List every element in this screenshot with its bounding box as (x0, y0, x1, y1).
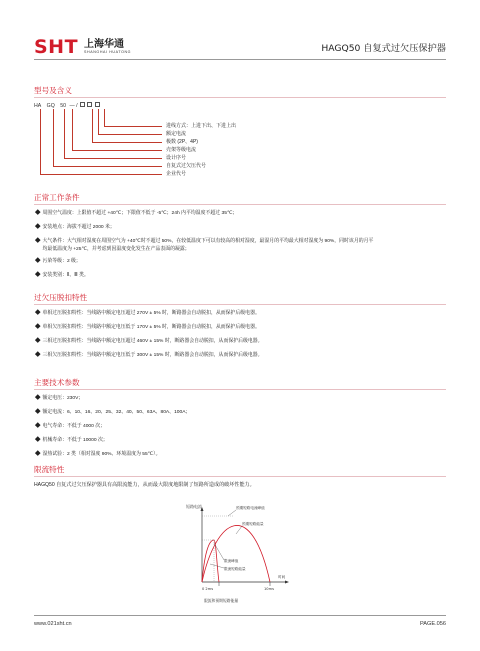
bullet-icon (35, 271, 40, 276)
code-desc: 设计序号 (166, 155, 187, 161)
code-desc: 企业代号 (166, 171, 187, 177)
leader-line (236, 526, 242, 534)
marker-line (53, 166, 162, 167)
marker-line (53, 109, 54, 166)
figure-svg (186, 498, 298, 606)
code-part2: GQ (46, 102, 55, 109)
marker-line (40, 174, 162, 175)
y-axis-label: 短路电流 (186, 504, 202, 509)
code-desc: 极数 (2P、4P) (166, 139, 198, 145)
limiting-paragraph: HAGQ50 自复式过欠压保护器具有高限流能力，从而最大限度地限制了短路所造成的破坏性能力。 (34, 482, 255, 488)
code-box (95, 102, 100, 107)
list-item: 单相欠压脱扣特性：当线路中额定电压低于 170V ± 5% 时，断路器会自动脱扣，从而保护后级电器。 (36, 324, 260, 332)
list-item: 机械寿命：不低于 10000 次； (36, 437, 108, 445)
list-item: 电气寿命：不低于 4000 次； (36, 423, 105, 431)
page-number: PAGE.056 (419, 621, 446, 627)
bullet-icon (35, 237, 40, 242)
logo-text (84, 39, 131, 55)
list-item: 安装类别：Ⅱ、Ⅲ 类。 (36, 272, 89, 280)
section-title-model: 型号及含义 (34, 86, 72, 95)
code-box (87, 102, 92, 107)
x-axis-unit: 时间 (278, 575, 286, 579)
header-divider (34, 59, 446, 60)
bullet-icon (35, 450, 40, 455)
legend-limited-peak: 限流峰值 (224, 559, 239, 563)
tick-label-10ms: 10ms (264, 587, 274, 591)
section-title-params: 主要技术参数 (34, 378, 80, 387)
limited-current-curve (202, 540, 219, 582)
marker-line (64, 158, 162, 159)
legend-limited-energy: 限流短路能量 (224, 567, 246, 571)
bullet-icon (35, 323, 40, 328)
code-desc: 自复式过欠压代号 (166, 163, 207, 169)
bullet-icon (35, 309, 40, 314)
bullet-icon (35, 422, 40, 427)
code-dash: — (69, 102, 75, 109)
leader-line (228, 510, 236, 516)
list-item: 周围空气温度：上限值不超过 +40℃；下限值不低于 -5℃；24h 内平均温度不超过 35℃； (36, 210, 237, 218)
current-limiting-figure (186, 498, 298, 606)
marker-line (72, 109, 73, 150)
bullet-icon (35, 408, 40, 413)
bullet-icon (35, 351, 40, 356)
section-title-conditions: 正常工作条件 (34, 193, 80, 202)
list-item: 三相欠压脱扣特性：当线路中额定电压低于 300V ± 15% 时，断路器会自动脱扣，从而保护后级电器。 (36, 352, 263, 360)
logo-mark: SHT (34, 35, 79, 58)
marker-line (98, 134, 162, 135)
code-box (80, 102, 85, 107)
list-item: 安装地点：海拔不超过 2000 米； (36, 224, 115, 232)
list-item: 污染等级：2 级； (36, 258, 81, 266)
legend-expected-energy: 预期短路能量 (242, 522, 264, 526)
code-desc: 额定电流 (166, 131, 187, 137)
company-logo (34, 36, 131, 58)
marker-line (92, 109, 93, 142)
section-divider (34, 204, 446, 205)
marker-line (40, 109, 41, 174)
bullet-icon (35, 257, 40, 262)
section-divider (34, 389, 446, 390)
leader-line (214, 543, 224, 560)
model-code (34, 102, 100, 109)
section-divider (34, 97, 446, 98)
bullet-icon (35, 436, 40, 441)
list-item: 大气条件：大气相对湿度在周围空气为 +40℃时不超过 50%，在较低温度下可以有较高的相对湿度，最湿月的平均最大相对湿度为 90%，同时该月的月平 (36, 238, 373, 246)
marker-line (98, 109, 99, 134)
section-title-limiting: 限流特性 (34, 465, 65, 474)
marker-line (104, 126, 162, 127)
code-desc: 壳架等级电流 (166, 147, 197, 153)
logo-cn: 上海华通 (84, 39, 125, 51)
section-divider (34, 304, 446, 305)
figure-caption: 限流和预期短路能量 (204, 598, 239, 603)
list-item: 湿热试验：2 类（相对湿度 90%、环境温度为 55℃）。 (36, 451, 161, 459)
footer-divider (34, 615, 446, 616)
section-divider (34, 476, 446, 477)
bullet-icon (35, 394, 40, 399)
x-axis-arrow (285, 581, 289, 584)
list-item: 额定电压：230V； (36, 395, 83, 403)
section-title-protection: 过欠压脱扣特性 (34, 293, 88, 302)
logo-en: SHANGHAI HUATONG (84, 50, 132, 55)
bullet-icon (35, 209, 40, 214)
bullet-icon (35, 337, 40, 342)
marker-line (64, 109, 65, 158)
marker-line (72, 150, 162, 151)
list-item: 三相过压脱扣特性：当线路中额定电压超过 460V ± 15% 时，断路器会自动脱扣，从而保护后级电器。 (36, 338, 263, 346)
marker-line (92, 142, 162, 143)
list-item: 额定电流：6、10、16、20、25、32、40、50、63A、80A、100A； (36, 409, 190, 417)
code-part3: 50 (60, 102, 66, 109)
page-title: HAGQ50 自复式过欠压保护器 (321, 43, 446, 54)
code-desc: 进线方式：上进下出、下进上出 (166, 123, 237, 129)
list-item: 单相过压脱扣特性：当线路中额定电压超过 270V ± 5% 时，断路器会自动脱扣，从而保护后级电器。 (36, 310, 260, 318)
tick-label-2ms: 0 2ms (202, 587, 214, 591)
list-item-continued: 均最低温度为 +25℃，并考虑到因温度变化发生在产品表面的凝露； (42, 247, 190, 252)
footer-website: www.021sht.cn (34, 621, 72, 627)
marker-line (104, 109, 105, 126)
code-slash: / (76, 102, 78, 109)
legend-expected-peak: 预期短路电流峰值 (236, 506, 265, 510)
code-prefix: HA (34, 102, 42, 109)
bullet-icon (35, 223, 40, 228)
